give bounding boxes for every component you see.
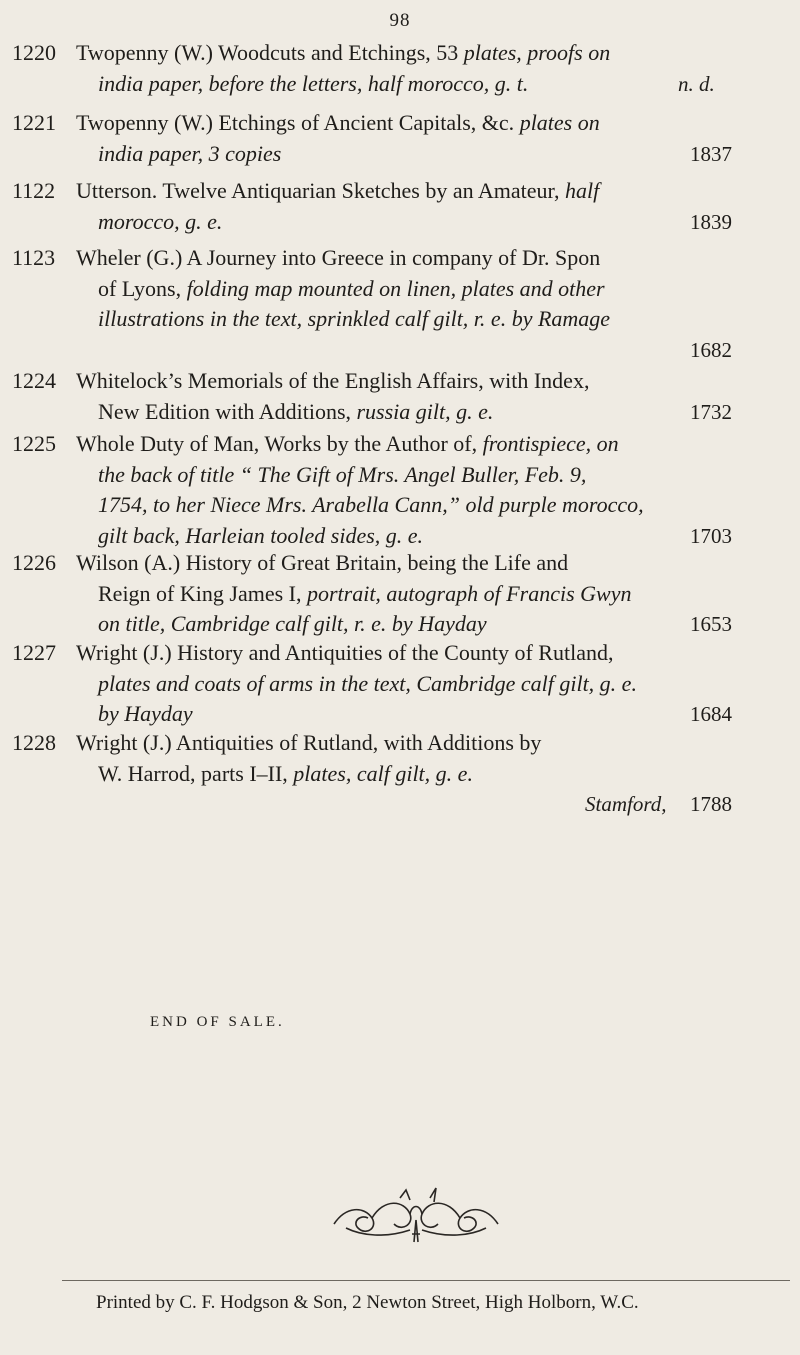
lot-description-line: W. Harrod, parts I–II, plates, calf gilt, g. e. xyxy=(98,760,473,786)
lot-date: 1788 xyxy=(690,792,732,816)
lot-description-line: india paper, 3 copies xyxy=(98,140,282,166)
lot-description-line: 1754, to her Niece Mrs. Arabella Cann,” old purple morocco, xyxy=(98,492,644,517)
lot-number: 1224 xyxy=(12,368,56,393)
lot-description-line: Wheler (G.) A Journey into Greece in company of Dr. Spon xyxy=(76,245,601,270)
lot-number: 1123 xyxy=(12,245,56,270)
lot-date: 1839 xyxy=(690,209,732,234)
end-of-sale-heading: END OF SALE. xyxy=(150,1014,285,1030)
lot-description-line: the back of title “ The Gift of Mrs. Angel Buller, Feb. 9, xyxy=(98,461,587,487)
lot-number: 1220 xyxy=(12,40,56,65)
lot-description-line: of Lyons, folding map mounted on linen, plates and other xyxy=(98,275,605,301)
lot-description-line: morocco, g. e. xyxy=(98,208,223,234)
lot-imprint-place: Stamford, xyxy=(585,792,667,816)
lot-description-line: Whitelock’s Memorials of the English Affairs, with Index, xyxy=(76,368,590,393)
lot-description-line: Twopenny (W.) Woodcuts and Etchings, 53 plates, proofs on xyxy=(76,40,611,65)
lot-number: 1228 xyxy=(12,730,56,755)
lot-description-line: gilt back, Harleian tooled sides, g. e. xyxy=(98,522,424,548)
lot-description-line: plates and coats of arms in the text, Cambridge calf gilt, g. e. xyxy=(98,670,637,696)
lot-date: 1837 xyxy=(690,141,732,166)
lot-date: 1653 xyxy=(690,612,732,636)
lot-date: n. d. xyxy=(678,71,715,96)
lot-date: 1684 xyxy=(690,702,732,726)
lot-description-line: Wright (J.) History and Antiquities of the County of Rutland, xyxy=(76,640,614,665)
lot-number: 1226 xyxy=(12,550,56,575)
lot-description-line: Whole Duty of Man, Works by the Author of, frontispiece, on xyxy=(76,431,619,456)
printers-flourish-ornament-icon xyxy=(326,1184,506,1254)
lot-number: 1221 xyxy=(12,110,56,135)
page-number: 98 xyxy=(389,10,411,31)
printer-rule xyxy=(62,1280,790,1281)
lot-number: 1227 xyxy=(12,640,56,665)
lot-description-line: by Hayday xyxy=(98,701,193,726)
lot-date: 1682 xyxy=(690,337,732,362)
lot-description-line: Twopenny (W.) Etchings of Ancient Capitals, &c. plates on xyxy=(76,110,600,135)
lot-number: 1225 xyxy=(12,431,56,456)
printer-imprint: Printed by C. F. Hodgson & Son, 2 Newton Street, High Holborn, W.C. xyxy=(96,1292,639,1313)
lot-number: 1122 xyxy=(12,178,56,203)
lot-description-line: Reign of King James I, portrait, autograph of Francis Gwyn xyxy=(98,580,632,606)
lot-description-line: Wright (J.) Antiquities of Rutland, with Additions by xyxy=(76,730,542,755)
lot-description-line: on title, Cambridge calf gilt, r. e. by Hayday xyxy=(98,611,487,636)
lot-description-line: india paper, before the letters, half morocco, g. t. xyxy=(98,70,529,96)
lot-description-line: illustrations in the text, sprinkled calf gilt, r. e. by Ramage xyxy=(98,306,611,331)
lot-description-line: New Edition with Additions, russia gilt, g. e. xyxy=(98,398,494,424)
lot-description-line: Wilson (A.) History of Great Britain, being the Life and xyxy=(76,550,569,575)
lot-date: 1732 xyxy=(690,399,732,424)
lot-description-line: Utterson. Twelve Antiquarian Sketches by an Amateur, half xyxy=(76,178,600,203)
lot-date: 1703 xyxy=(690,523,732,548)
